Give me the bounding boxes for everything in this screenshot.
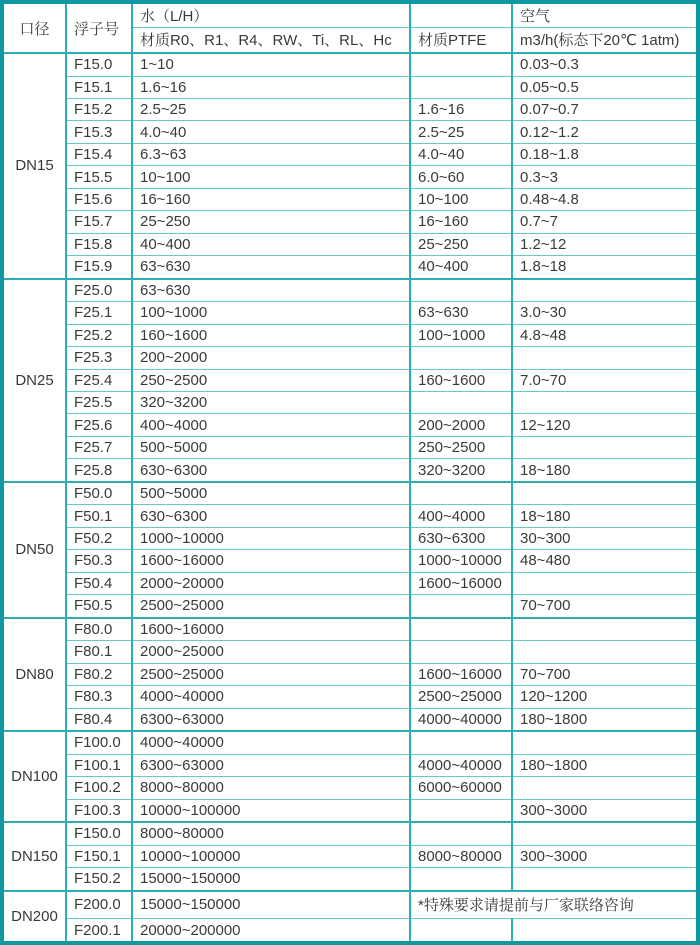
water-metal-cell: 160~1600 — [132, 324, 410, 346]
water-ptfe-cell: 100~1000 — [410, 324, 512, 346]
water-ptfe-cell: 2.5~25 — [410, 121, 512, 143]
table-row — [4, 777, 696, 799]
water-metal-cell: 1.6~16 — [132, 76, 410, 98]
table-row — [4, 99, 696, 121]
water-ptfe-cell: 200~2000 — [410, 414, 512, 436]
float-no-cell: F100.2 — [66, 777, 132, 799]
air-cell: 0.12~1.2 — [512, 121, 696, 143]
water-metal-cell: 63~630 — [132, 256, 410, 279]
table-row — [4, 279, 696, 302]
air-cell: 30~300 — [512, 527, 696, 549]
water-metal-cell: 400~4000 — [132, 414, 410, 436]
table-row — [4, 188, 696, 210]
water-ptfe-cell: 6.0~60 — [410, 166, 512, 188]
table-row — [4, 799, 696, 822]
note-cell: *特殊要求请提前与厂家联络咨询 — [410, 891, 696, 919]
water-metal-cell: 500~5000 — [132, 482, 410, 505]
table-row — [4, 641, 696, 663]
water-ptfe-cell — [410, 618, 512, 641]
air-cell — [512, 391, 696, 413]
water-metal-cell: 320~3200 — [132, 391, 410, 413]
water-ptfe-cell — [410, 595, 512, 618]
float-no-cell: F200.0 — [66, 891, 132, 919]
diameter-cell: DN200 — [4, 891, 66, 941]
air-cell — [512, 731, 696, 754]
air-cell: 0.18~1.8 — [512, 143, 696, 165]
header-water: 水（L/H） — [132, 4, 410, 27]
air-cell: 18~180 — [512, 459, 696, 482]
water-metal-cell: 2500~25000 — [132, 663, 410, 685]
water-metal-cell: 20000~200000 — [132, 919, 410, 941]
water-metal-cell: 4000~40000 — [132, 686, 410, 708]
water-metal-cell: 1600~16000 — [132, 618, 410, 641]
water-ptfe-cell: 630~6300 — [410, 527, 512, 549]
float-no-cell: F50.4 — [66, 572, 132, 594]
header-air-unit: m3/h(标态下20℃ 1atm) — [512, 27, 696, 53]
diameter-cell: DN25 — [4, 279, 66, 482]
table-row — [4, 256, 696, 279]
table-row — [4, 527, 696, 549]
water-ptfe-cell: 63~630 — [410, 302, 512, 324]
air-cell: 0.7~7 — [512, 211, 696, 233]
air-cell: 300~3000 — [512, 845, 696, 867]
water-metal-cell: 40~400 — [132, 233, 410, 255]
table-row — [4, 347, 696, 369]
water-ptfe-cell — [410, 53, 512, 76]
air-cell: 180~1800 — [512, 754, 696, 776]
float-no-cell: F80.0 — [66, 618, 132, 641]
float-no-cell: F150.0 — [66, 822, 132, 845]
table-row — [4, 891, 696, 919]
water-ptfe-cell — [410, 919, 512, 941]
diameter-cell: DN100 — [4, 731, 66, 822]
float-no-cell: F25.1 — [66, 302, 132, 324]
air-cell — [512, 618, 696, 641]
water-ptfe-cell — [410, 76, 512, 98]
table-body — [4, 53, 696, 941]
water-ptfe-cell: 4000~40000 — [410, 754, 512, 776]
air-cell — [512, 279, 696, 302]
float-no-cell: F15.4 — [66, 143, 132, 165]
table-row — [4, 822, 696, 845]
float-no-cell: F15.8 — [66, 233, 132, 255]
air-cell: 1.8~18 — [512, 256, 696, 279]
float-no-cell: F50.2 — [66, 527, 132, 549]
water-metal-cell: 6.3~63 — [132, 143, 410, 165]
water-metal-cell: 6300~63000 — [132, 708, 410, 731]
float-no-cell: F150.1 — [66, 845, 132, 867]
table-row — [4, 391, 696, 413]
air-cell: 7.0~70 — [512, 369, 696, 391]
table-row — [4, 76, 696, 98]
water-metal-cell: 500~5000 — [132, 436, 410, 458]
water-metal-cell: 2500~25000 — [132, 595, 410, 618]
float-no-cell: F15.6 — [66, 188, 132, 210]
air-cell: 0.07~0.7 — [512, 99, 696, 121]
table-row — [4, 550, 696, 572]
air-cell — [512, 347, 696, 369]
air-cell: 0.3~3 — [512, 166, 696, 188]
water-metal-cell: 200~2000 — [132, 347, 410, 369]
table-row — [4, 121, 696, 143]
table-row — [4, 731, 696, 754]
water-ptfe-cell — [410, 868, 512, 891]
float-no-cell: F80.4 — [66, 708, 132, 731]
water-ptfe-cell: 40~400 — [410, 256, 512, 279]
header-water-metal-materials: 材质R0、R1、R4、RW、Ti、RL、Hc — [132, 27, 410, 53]
float-no-cell: F50.1 — [66, 505, 132, 527]
water-ptfe-cell — [410, 482, 512, 505]
diameter-cell: DN150 — [4, 822, 66, 891]
air-cell: 70~700 — [512, 663, 696, 685]
table-row — [4, 369, 696, 391]
water-ptfe-cell: 1.6~16 — [410, 99, 512, 121]
float-no-cell: F150.2 — [66, 868, 132, 891]
water-ptfe-cell: 160~1600 — [410, 369, 512, 391]
water-ptfe-cell: 4.0~40 — [410, 143, 512, 165]
float-no-cell: F25.6 — [66, 414, 132, 436]
table-header — [4, 4, 696, 53]
water-metal-cell: 250~2500 — [132, 369, 410, 391]
header-air: 空气 — [512, 4, 696, 27]
header-water-ptfe-material: 材质PTFE — [410, 27, 512, 53]
water-ptfe-cell: 400~4000 — [410, 505, 512, 527]
air-cell — [512, 482, 696, 505]
water-metal-cell: 2000~20000 — [132, 572, 410, 594]
water-metal-cell: 2000~25000 — [132, 641, 410, 663]
diameter-cell: DN15 — [4, 53, 66, 279]
water-metal-cell: 6300~63000 — [132, 754, 410, 776]
water-ptfe-cell: 4000~40000 — [410, 708, 512, 731]
water-ptfe-cell: 6000~60000 — [410, 777, 512, 799]
float-no-cell: F100.0 — [66, 731, 132, 754]
table-row — [4, 618, 696, 641]
air-cell — [512, 436, 696, 458]
table-row — [4, 686, 696, 708]
float-no-cell: F50.0 — [66, 482, 132, 505]
float-no-cell: F25.5 — [66, 391, 132, 413]
table-row — [4, 143, 696, 165]
water-ptfe-cell: 320~3200 — [410, 459, 512, 482]
float-no-cell: F80.3 — [66, 686, 132, 708]
water-ptfe-cell: 250~2500 — [410, 436, 512, 458]
table-row — [4, 436, 696, 458]
water-metal-cell: 1600~16000 — [132, 550, 410, 572]
water-ptfe-cell — [410, 731, 512, 754]
water-ptfe-cell: 2500~25000 — [410, 686, 512, 708]
air-cell: 12~120 — [512, 414, 696, 436]
table-row — [4, 754, 696, 776]
water-ptfe-cell: 1000~10000 — [410, 550, 512, 572]
float-no-cell: F15.3 — [66, 121, 132, 143]
air-cell: 70~700 — [512, 595, 696, 618]
float-no-cell: F25.3 — [66, 347, 132, 369]
water-metal-cell: 8000~80000 — [132, 822, 410, 845]
air-cell: 48~480 — [512, 550, 696, 572]
table-row — [4, 663, 696, 685]
table-row — [4, 708, 696, 731]
table-row — [4, 482, 696, 505]
header-row-1 — [4, 4, 696, 27]
float-no-cell: F25.7 — [66, 436, 132, 458]
air-cell: 0.48~4.8 — [512, 188, 696, 210]
table-row — [4, 919, 696, 941]
table-row — [4, 414, 696, 436]
table-row — [4, 324, 696, 346]
water-metal-cell: 2.5~25 — [132, 99, 410, 121]
table-row — [4, 868, 696, 891]
float-no-cell: F15.7 — [66, 211, 132, 233]
air-cell: 300~3000 — [512, 799, 696, 822]
water-ptfe-cell: 10~100 — [410, 188, 512, 210]
water-ptfe-cell: 1600~16000 — [410, 663, 512, 685]
float-no-cell: F15.9 — [66, 256, 132, 279]
table-row — [4, 572, 696, 594]
float-no-cell: F15.5 — [66, 166, 132, 188]
air-cell — [512, 868, 696, 891]
water-ptfe-cell: 1600~16000 — [410, 572, 512, 594]
water-metal-cell: 15000~150000 — [132, 868, 410, 891]
diameter-cell: DN50 — [4, 482, 66, 618]
water-metal-cell: 25~250 — [132, 211, 410, 233]
table-row — [4, 166, 696, 188]
water-metal-cell: 630~6300 — [132, 505, 410, 527]
water-ptfe-cell — [410, 822, 512, 845]
float-no-cell: F15.2 — [66, 99, 132, 121]
water-ptfe-cell: 8000~80000 — [410, 845, 512, 867]
float-no-cell: F80.2 — [66, 663, 132, 685]
water-metal-cell: 630~6300 — [132, 459, 410, 482]
float-no-cell: F50.3 — [66, 550, 132, 572]
air-cell — [512, 572, 696, 594]
diameter-cell: DN80 — [4, 618, 66, 731]
float-no-cell: F100.1 — [66, 754, 132, 776]
water-metal-cell: 10000~100000 — [132, 845, 410, 867]
header-water-spacer — [410, 4, 512, 27]
table-row — [4, 53, 696, 76]
float-no-cell: F100.3 — [66, 799, 132, 822]
float-no-cell: F50.5 — [66, 595, 132, 618]
water-metal-cell: 15000~150000 — [132, 891, 410, 919]
water-metal-cell: 63~630 — [132, 279, 410, 302]
water-metal-cell: 10~100 — [132, 166, 410, 188]
air-cell: 120~1200 — [512, 686, 696, 708]
water-ptfe-cell: 25~250 — [410, 233, 512, 255]
table-row — [4, 459, 696, 482]
table-row — [4, 211, 696, 233]
float-no-cell: F200.1 — [66, 919, 132, 941]
water-metal-cell: 1~10 — [132, 53, 410, 76]
header-float-no: 浮子号 — [66, 4, 132, 53]
table-row — [4, 233, 696, 255]
water-metal-cell: 4.0~40 — [132, 121, 410, 143]
air-cell: 0.05~0.5 — [512, 76, 696, 98]
water-metal-cell: 1000~10000 — [132, 527, 410, 549]
air-cell: 3.0~30 — [512, 302, 696, 324]
air-cell: 180~1800 — [512, 708, 696, 731]
water-metal-cell: 10000~100000 — [132, 799, 410, 822]
water-ptfe-cell — [410, 799, 512, 822]
float-no-cell: F25.8 — [66, 459, 132, 482]
water-metal-cell: 100~1000 — [132, 302, 410, 324]
float-no-cell: F25.0 — [66, 279, 132, 302]
float-no-cell: F15.0 — [66, 53, 132, 76]
water-ptfe-cell: 16~160 — [410, 211, 512, 233]
table-row — [4, 505, 696, 527]
air-cell: 18~180 — [512, 505, 696, 527]
air-cell — [512, 822, 696, 845]
float-no-cell: F25.2 — [66, 324, 132, 346]
air-cell: 4.8~48 — [512, 324, 696, 346]
flowmeter-spec-table — [4, 4, 696, 941]
water-ptfe-cell — [410, 391, 512, 413]
air-cell: 0.03~0.3 — [512, 53, 696, 76]
table-row — [4, 595, 696, 618]
water-ptfe-cell — [410, 641, 512, 663]
float-no-cell: F25.4 — [66, 369, 132, 391]
table-row — [4, 302, 696, 324]
air-cell — [512, 641, 696, 663]
water-metal-cell: 16~160 — [132, 188, 410, 210]
air-cell: 1.2~12 — [512, 233, 696, 255]
water-metal-cell: 4000~40000 — [132, 731, 410, 754]
water-metal-cell: 8000~80000 — [132, 777, 410, 799]
float-no-cell: F15.1 — [66, 76, 132, 98]
air-cell — [512, 919, 696, 941]
air-cell — [512, 777, 696, 799]
water-ptfe-cell — [410, 279, 512, 302]
float-no-cell: F80.1 — [66, 641, 132, 663]
table-row — [4, 845, 696, 867]
water-ptfe-cell — [410, 347, 512, 369]
header-diameter: 口径 — [19, 20, 50, 38]
